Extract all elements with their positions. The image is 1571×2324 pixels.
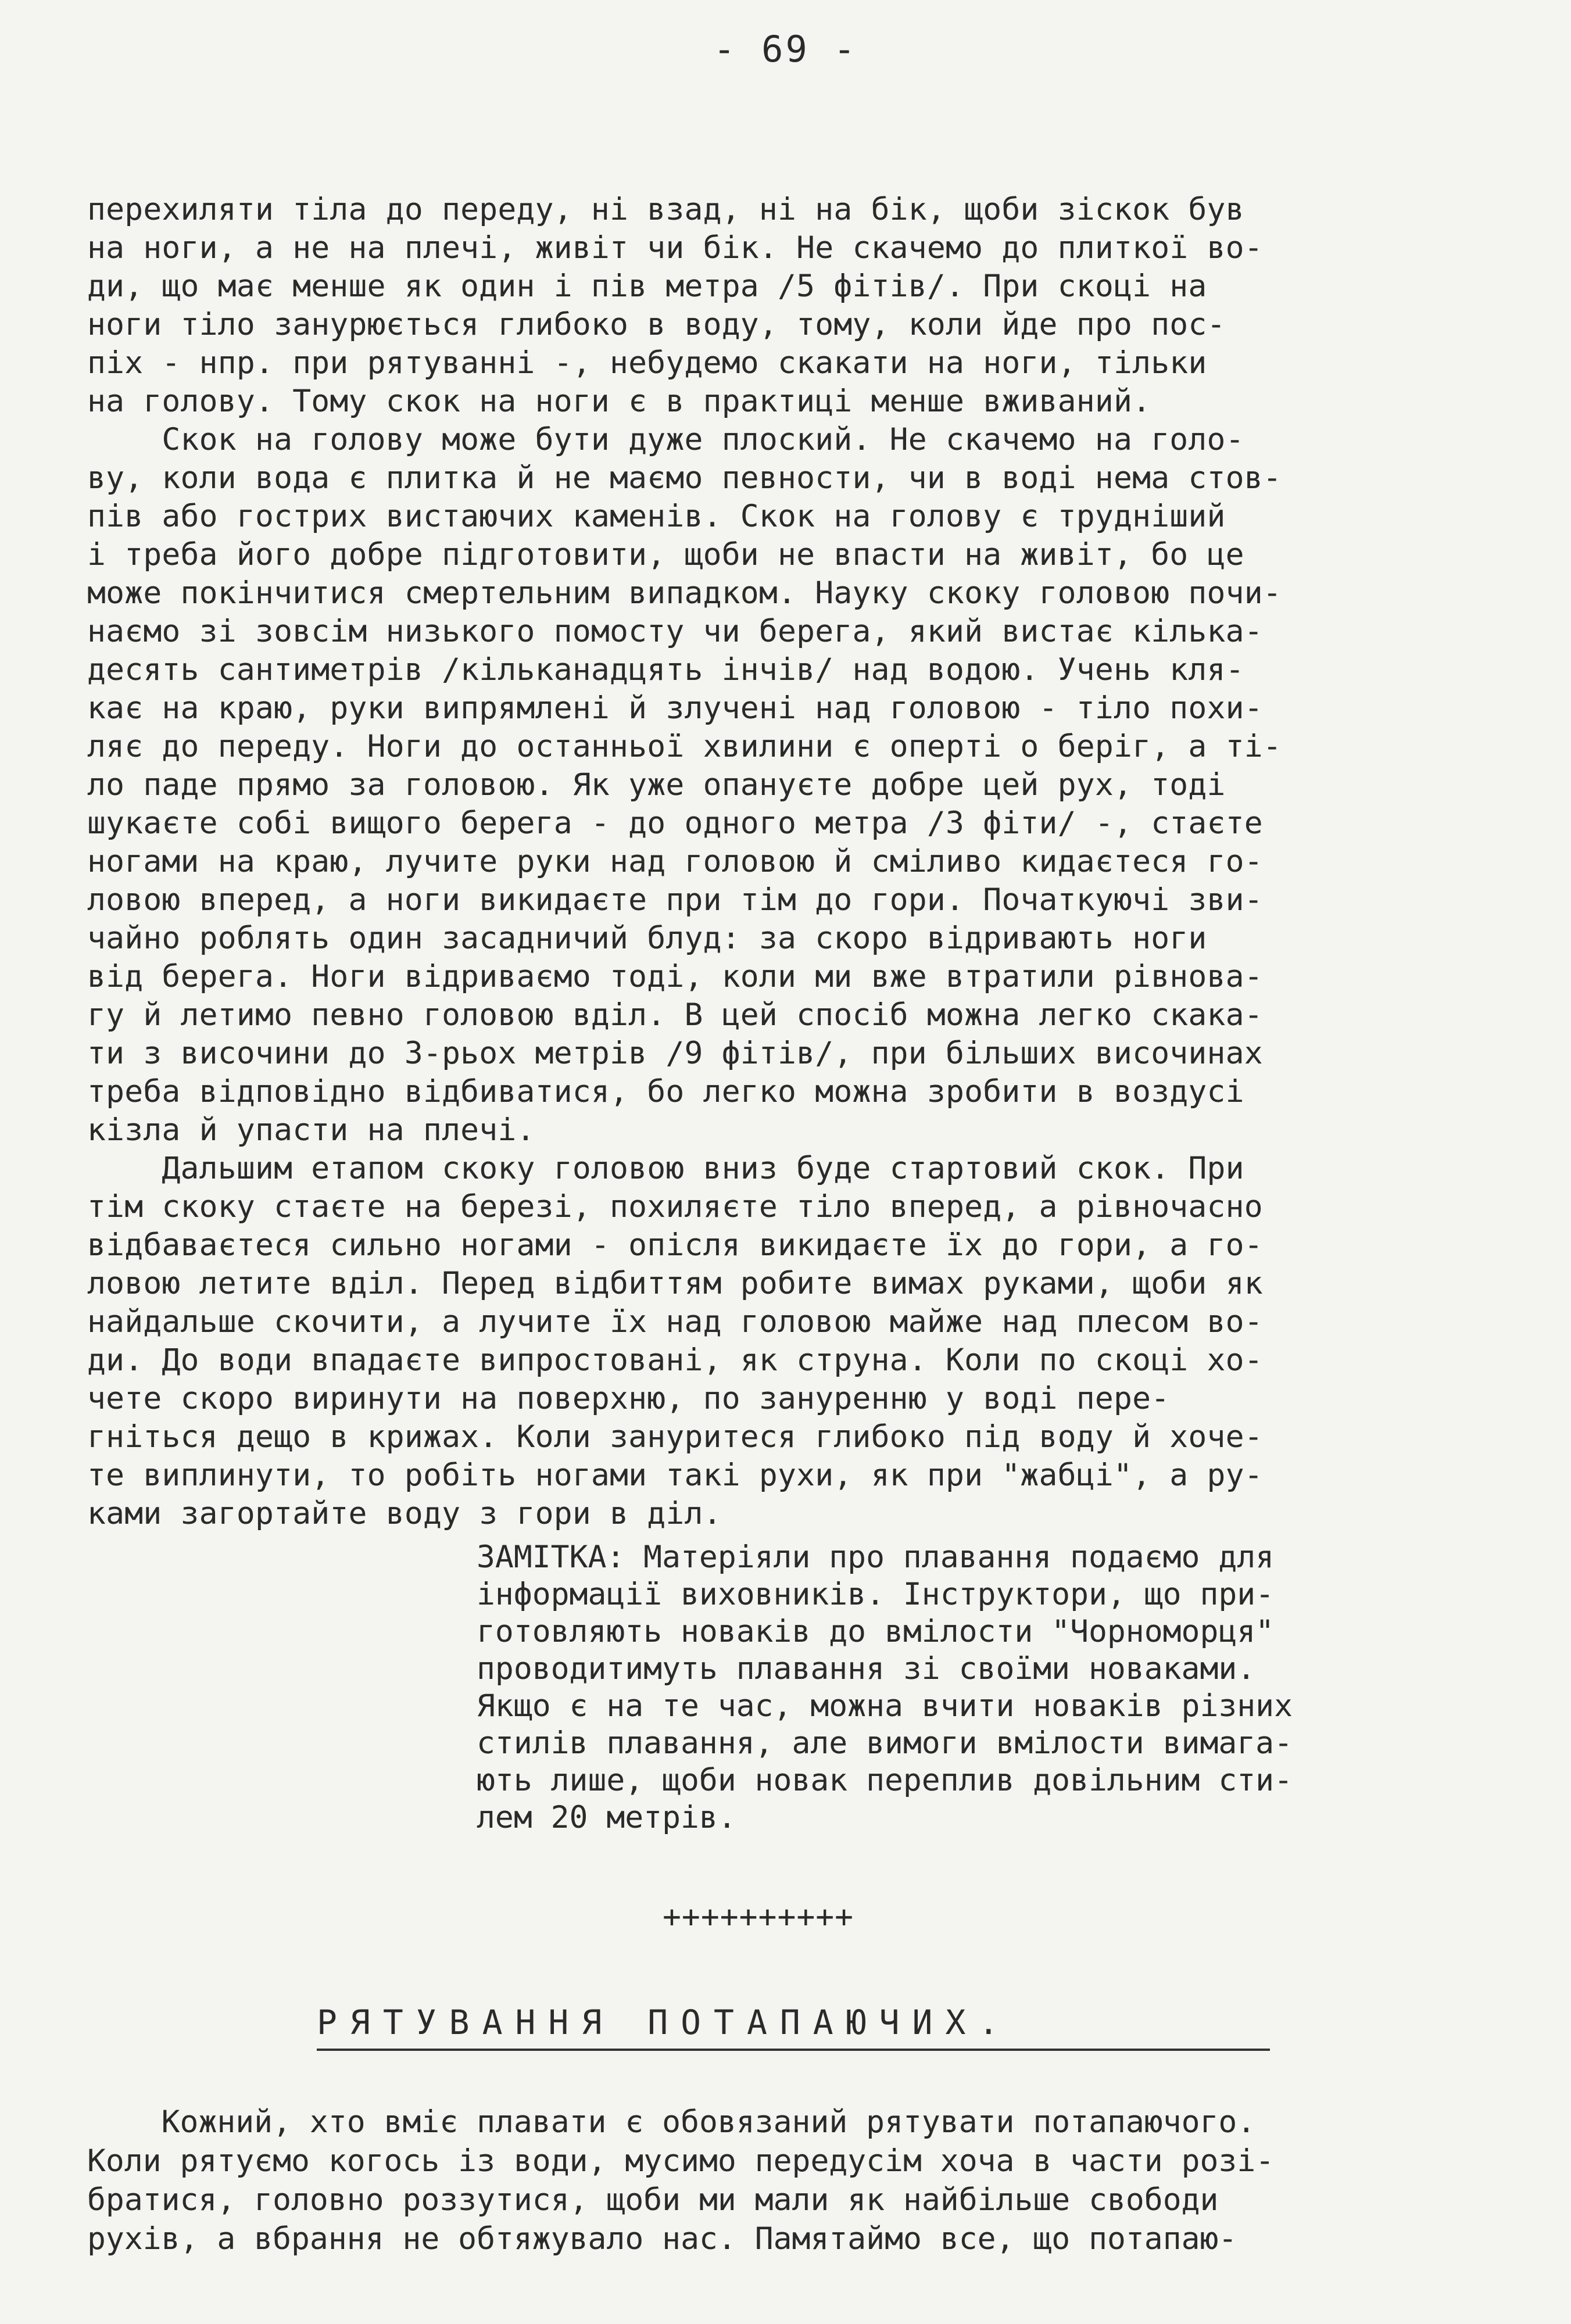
- heading-underline: [317, 2049, 1270, 2051]
- note-block: ЗАМІТКА: Матеріяли про плавання подаємо для інформації виховників. Інструктори, що при- готовляють новаків до вмілости "Чорноморця" проводитимуть плавання зі своїми новаками. Якщо є на те час, можна вчити новаків різних стилів плавання, але вимоги вмілости вимага- ють лише, щоби новак переплив довільним сти- лем 20 метрів.: [477, 1539, 1293, 1835]
- section-text: Кожний, хто вміє плавати є обовязаний рятувати потапаючого. Коли рятуємо когось із води, мусимо передусім хоча в части розі- братися, головно роззутися, щоби ми мали як найбільше свободи рухів, а вбрання не обтяжувало нас. Памятаймо все, що потапаю-: [87, 2104, 1275, 2257]
- body-text: перехиляти тіла до переду, ні взад, ні на бік, щоби зіскок був на ноги, а не на плечі, живіт чи бік. Не скачемо до плиткої во- ди, що має менше як один і пів метра /5 фітів/. При скоці на ноги тіло занурюється глибоко в воду, тому, коли йде про пос- піх - нпр. при рятуванні -, небудемо скакати на ноги, тільки на голову. Тому скок на ноги є в практиці менше вживаний. Скок на голову може бути дуже плоский. Не скачемо на голо- ву, коли вода є плитка й не маємо певности, чи в воді нема стов- пів або гострих вистаючих каменів. Скок на голову є трудніший і треба його добре підготовити, щоби не впасти на живіт, бо це може покінчитися смертельним випадком. Науку скоку головою почи- наємо зі зовсім низького помосту чи берега, який вистає кілька- десять сантиметрів /кільканадцять інчів/ над водою. Учень кля- кає на краю, руки випрямлені й злучені над головою - тіло похи- ляє до переду. Ноги до останньої хвилини є оперті о беріг, а ті- ло паде прямо за головою. Як уже опануєте добре цей рух, тоді шукаєте собі вищого берега - до одного метра /3 фіти/ -, стаєте ногами на краю, лучите руки над головою й сміливо кидаєтеся го- ловою вперед, а ноги викидаєте при тім до гори. Початкуючі зви- чайно роблять один засадничий блуд: за скоро відривають ноги від берега. Ноги відриваємо тоді, коли ми вже втратили рівнова- гу й летимо певно головою вділ. В цей спосіб можна легко скака- ти з височини до 3-рьох метрів /9 фітів/, при більших височинах треба відповідно відбиватися, бо легко можна зробити в воздусі кізла й упасти на плечі. Дальшим етапом скоку головою вниз буде стартовий скок. При тім скоку стаєте на березі, похиляєте тіло вперед, а рівночасно відбаваєтеся сильно ногами - опісля викидаєте їх до гори, а го- ловою летите вділ. Перед відбиттям робите вимах руками, щоби як найдальше скочити, а лучите їх над головою майже над плесом во- ди. До води впадаєте випростовані, як струна. Коли по скоці хо- чете скоро виринути на поверхню, по зануренню у воді пере- гніться дещо в крижах. Коли зануритеся глибоко під воду й хоче- те виплинути, то робіть ногами такі рухи, як при "жабці", а ру- ками загортайте воду з гори в діл.: [87, 192, 1282, 1531]
- page-number: - 69 -: [713, 28, 858, 70]
- separator-line: ++++++++++: [663, 1899, 854, 1935]
- section-heading: РЯТУВАННЯ ПОТАПАЮЧИХ.: [317, 2003, 1012, 2042]
